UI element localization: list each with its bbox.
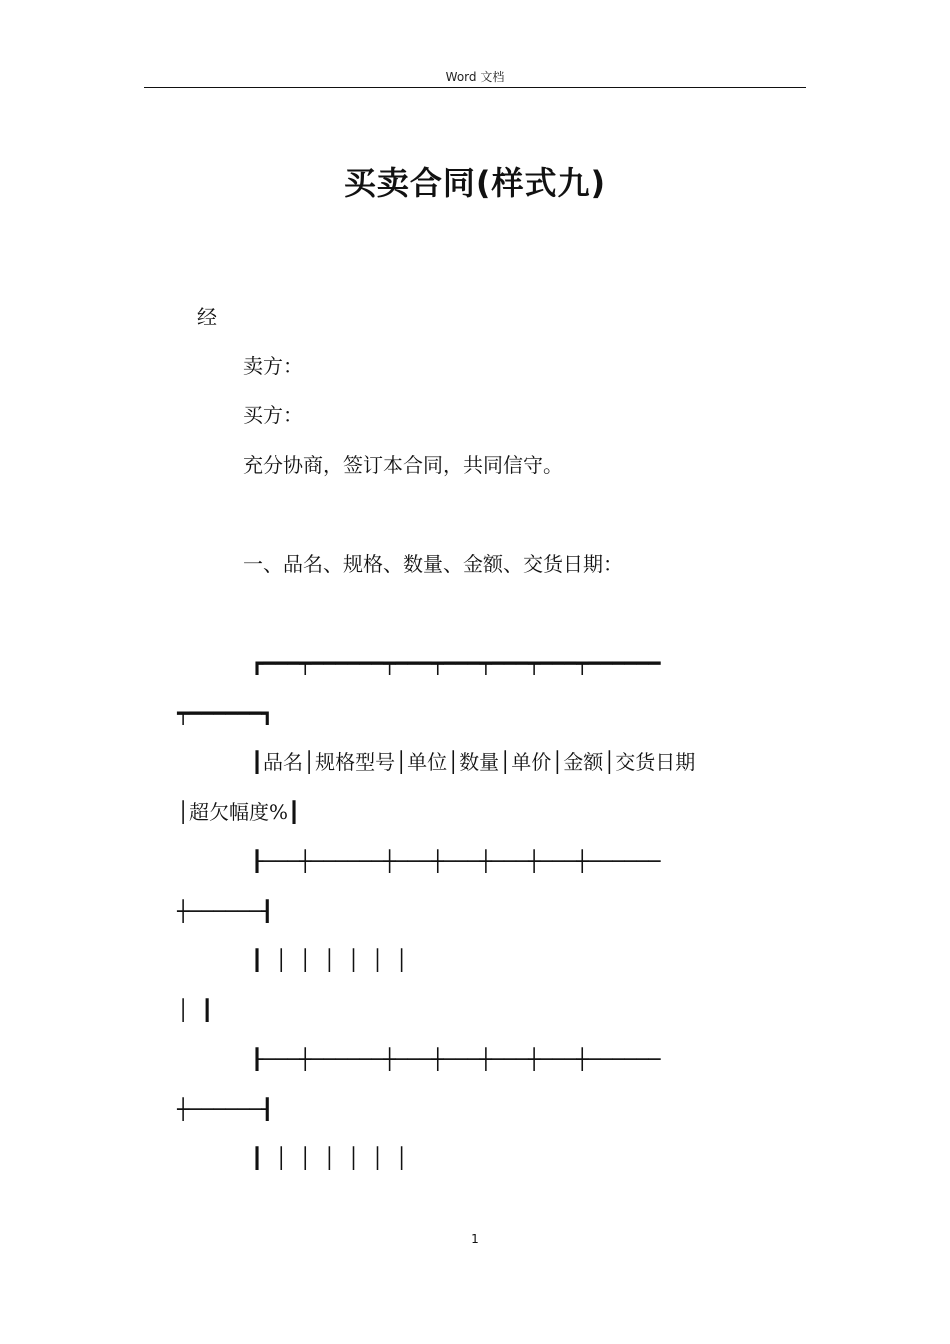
table-row-empty-2: ┃ │ │ │ │ │ │ bbox=[251, 1146, 408, 1170]
table-row-empty: ┃ │ │ │ │ │ │ bbox=[251, 948, 408, 972]
table-row-empty-cont: │ ┃ bbox=[177, 998, 214, 1022]
table-header-row-cont: │超欠幅度%┃ bbox=[177, 800, 301, 824]
page-number: 1 bbox=[471, 1232, 479, 1246]
table-header-row: ┃品名│规格型号│单位│数量│单价│金额│交货日期 bbox=[251, 750, 696, 774]
seller-label: 卖方： bbox=[243, 354, 303, 378]
document-title: 买卖合同(样式九) bbox=[343, 164, 607, 202]
section-one-heading: 一、品名、规格、数量、金额、交货日期： bbox=[243, 552, 623, 576]
table-divider-cont: ┼──────┨ bbox=[177, 899, 274, 923]
table-divider: ┠───┼──────┼───┼───┼───┼───┼────── bbox=[251, 849, 661, 873]
agreement-sentence: 充分协商，签订本合同，共同信守。 bbox=[243, 453, 563, 477]
header-rule bbox=[144, 87, 806, 88]
table-top-border: ┏━━━┯━━━━━━┯━━━┯━━━┯━━━┯━━━┯━━━━━━ bbox=[251, 651, 661, 675]
buyer-label: 买方： bbox=[243, 403, 303, 427]
table-divider-2-cont: ┼──────┨ bbox=[177, 1097, 274, 1121]
paragraph-jing: 经 bbox=[197, 305, 217, 329]
table-top-border-cont: ┯━━━━━━┓ bbox=[177, 701, 274, 725]
table-divider-2: ┠───┼──────┼───┼───┼───┼───┼────── bbox=[251, 1047, 661, 1071]
page-header: Word 文档 bbox=[445, 70, 505, 84]
